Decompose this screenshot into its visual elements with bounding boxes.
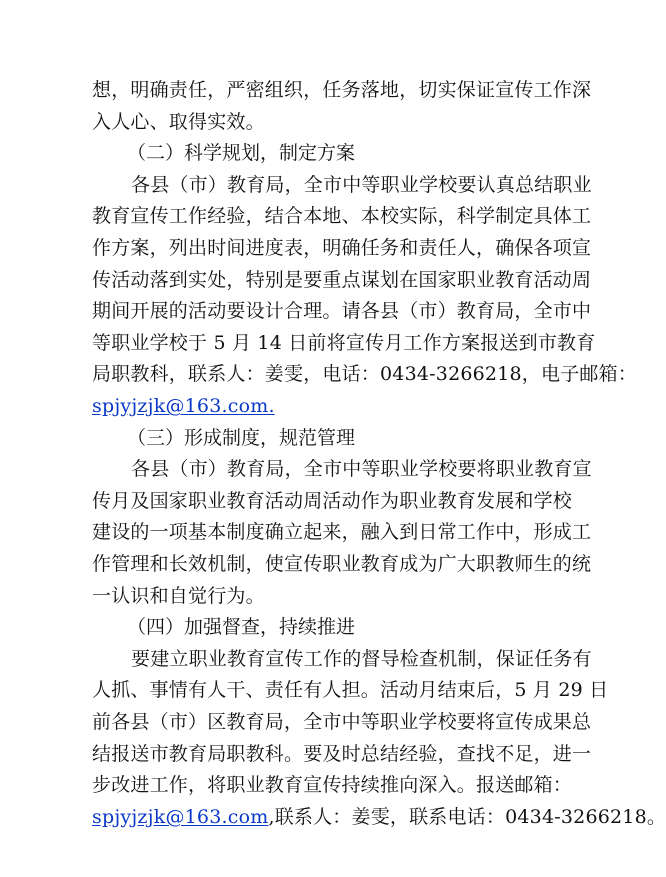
paragraph-line — [92, 389, 542, 423]
paragraph-line: 作管理和长效机制，使宣传职业教育成为广大职教师生的统 — [92, 553, 592, 575]
paragraph-line: 各县（市）教育局，全市中等职业学校要认真总结职业 — [131, 173, 592, 196]
paragraph-line: 传活动落到实处，特别是要重点谋划在国家职业教育活动周 — [92, 268, 592, 291]
paragraph-line: 等职业学校于 5 月 14 日前将宣传月工作方案报送到市教育 — [92, 331, 596, 354]
paragraph-line: 要建立职业教育宣传工作的督导检查机制，保证任务有 — [131, 647, 592, 670]
paragraph-line: 期间开展的活动要设计合理。请各县（市）教育局，全市中 — [92, 300, 592, 323]
paragraph-line: 教育宣传工作经验，结合本地、本校实际，科学制定具体工 — [92, 205, 592, 228]
contact-text: ,联系人：姜雯，联系电话：0434-3266218。 — [268, 805, 666, 828]
email-link[interactable]: spjyjzjk@163.com — [92, 805, 269, 828]
paragraph-line: 一认识和自觉行为。 — [92, 584, 265, 607]
paragraph-line: 各县（市）教育局，全市中等职业学校要将职业教育宣 — [131, 458, 592, 481]
paragraph-line: 想，明确责任，严密组织，任务落地，切实保证宣传工作深 — [92, 79, 592, 101]
paragraph-line: 入人心、取得实效。 — [92, 110, 265, 133]
paragraph-line: 局职教科，联系人：姜雯，电话：0434-3266218，电子邮箱： — [92, 363, 637, 386]
paragraph-line: 结报送市教育局职教科。要及时总结经验，查找不足，进一 — [92, 742, 592, 765]
email-link[interactable]: spjyjzjk@163.com. — [92, 395, 275, 417]
paragraph-line: 步改进工作，将职业教育宣传持续推向深入。报送邮箱： — [92, 774, 573, 797]
paragraph-line: 传月及国家职业教育活动周活动作为职业教育发展和学校 — [92, 489, 573, 512]
paragraph-line: 作方案，列出时间进度表，明确任务和责任人，确保各项宣 — [92, 237, 592, 259]
paragraph-line: 人抓、事情有人干、责任有人担。活动月结束后，5 月 29 日 — [92, 679, 609, 702]
section-heading-3: （三）形成制度，规范管理 — [127, 426, 356, 449]
section-heading-2: （二）科学规划，制定方案 — [127, 142, 356, 165]
paragraph-line: 前各县（市）区教育局，全市中等职业学校要将宣传成果总 — [92, 711, 592, 733]
section-heading-4: （四）加强督查，持续推进 — [127, 616, 356, 639]
paragraph-line: 建设的一项基本制度确立起来，融入到日常工作中，形成工 — [92, 521, 592, 544]
